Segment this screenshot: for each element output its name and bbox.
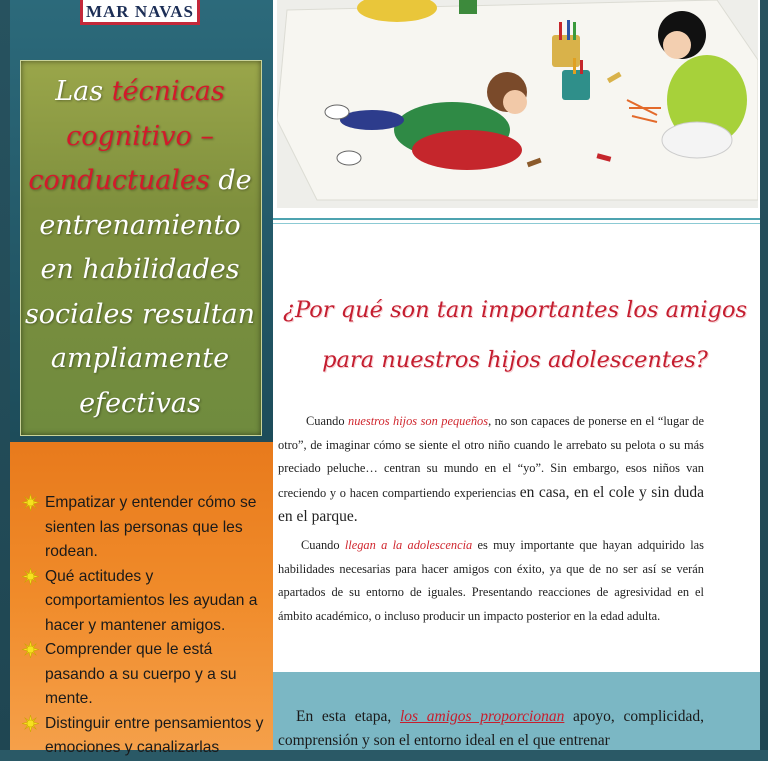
list-item: Distinguir entre pensamientos y emociones y canalizarlas	[22, 712, 270, 761]
friends-link[interactable]: los amigos proporcionan	[399, 708, 565, 725]
logo-text: MAR NAVAS	[85, 2, 195, 21]
paragraph-1: Cuando nuestros hijos son pequeños, no son capaces de ponerse en el “lugar de otro”, de imaginar cómo se siente el otro niño cuando le arrebato su pelota o su más preciado peluche… centran su mundo en el “yo”. Sin embargo, esos niños van creciendo y o hacen compartiendo experiencias en casa, en el cole y sin duda en el parque.	[278, 414, 705, 526]
paragraph-3: En esta etapa, los amigos proporcionan apoyo, complicidad, comprensión y son el entorno ideal en el que entrenar	[278, 708, 704, 749]
highlight-text-1: Las	[55, 76, 112, 107]
illustration-svg	[277, 0, 758, 208]
divider-line	[273, 218, 760, 220]
highlight-text	[20, 70, 260, 426]
list-item: Comprender que le está pasando a su cuerpo y a su mente.	[22, 638, 270, 712]
sun-bullet-icon	[22, 715, 39, 732]
sun-bullet-icon	[22, 568, 39, 585]
list-item: Qué actitudes y comportamientos les ayudan a hacer y mantener amigos.	[22, 565, 270, 639]
highlight-text-emphasis: técnicas cognitivo – conductuales	[28, 76, 225, 196]
highlight-text-2: de entrenamiento en habilidades sociales resultan ampliamente efectivas	[24, 165, 256, 419]
divider-line	[273, 223, 760, 224]
list-item: Empatizar y entender cómo se sienten las personas que les rodean.	[22, 491, 270, 565]
sun-bullet-icon	[22, 641, 39, 658]
sun-bullet-icon	[22, 494, 39, 511]
paragraph-2: Cuando llegan a la adolescencia es muy importante que hayan adquirido las habilidades necesarias para hacer amigos con éxito, ya que de no ser así se verán apartados de su entorno de iguales. Presentando reacciones de agresividad en el ámbito académico, o incluso producir un impacto posterior en la edad adulta.	[278, 538, 704, 623]
children-drawing-illustration	[277, 0, 758, 208]
skills-list	[22, 491, 270, 761]
logo	[80, 0, 200, 25]
section-heading: ¿Por qué son tan importantes los amigos para nuestros hijos adolescentes?	[282, 297, 748, 373]
